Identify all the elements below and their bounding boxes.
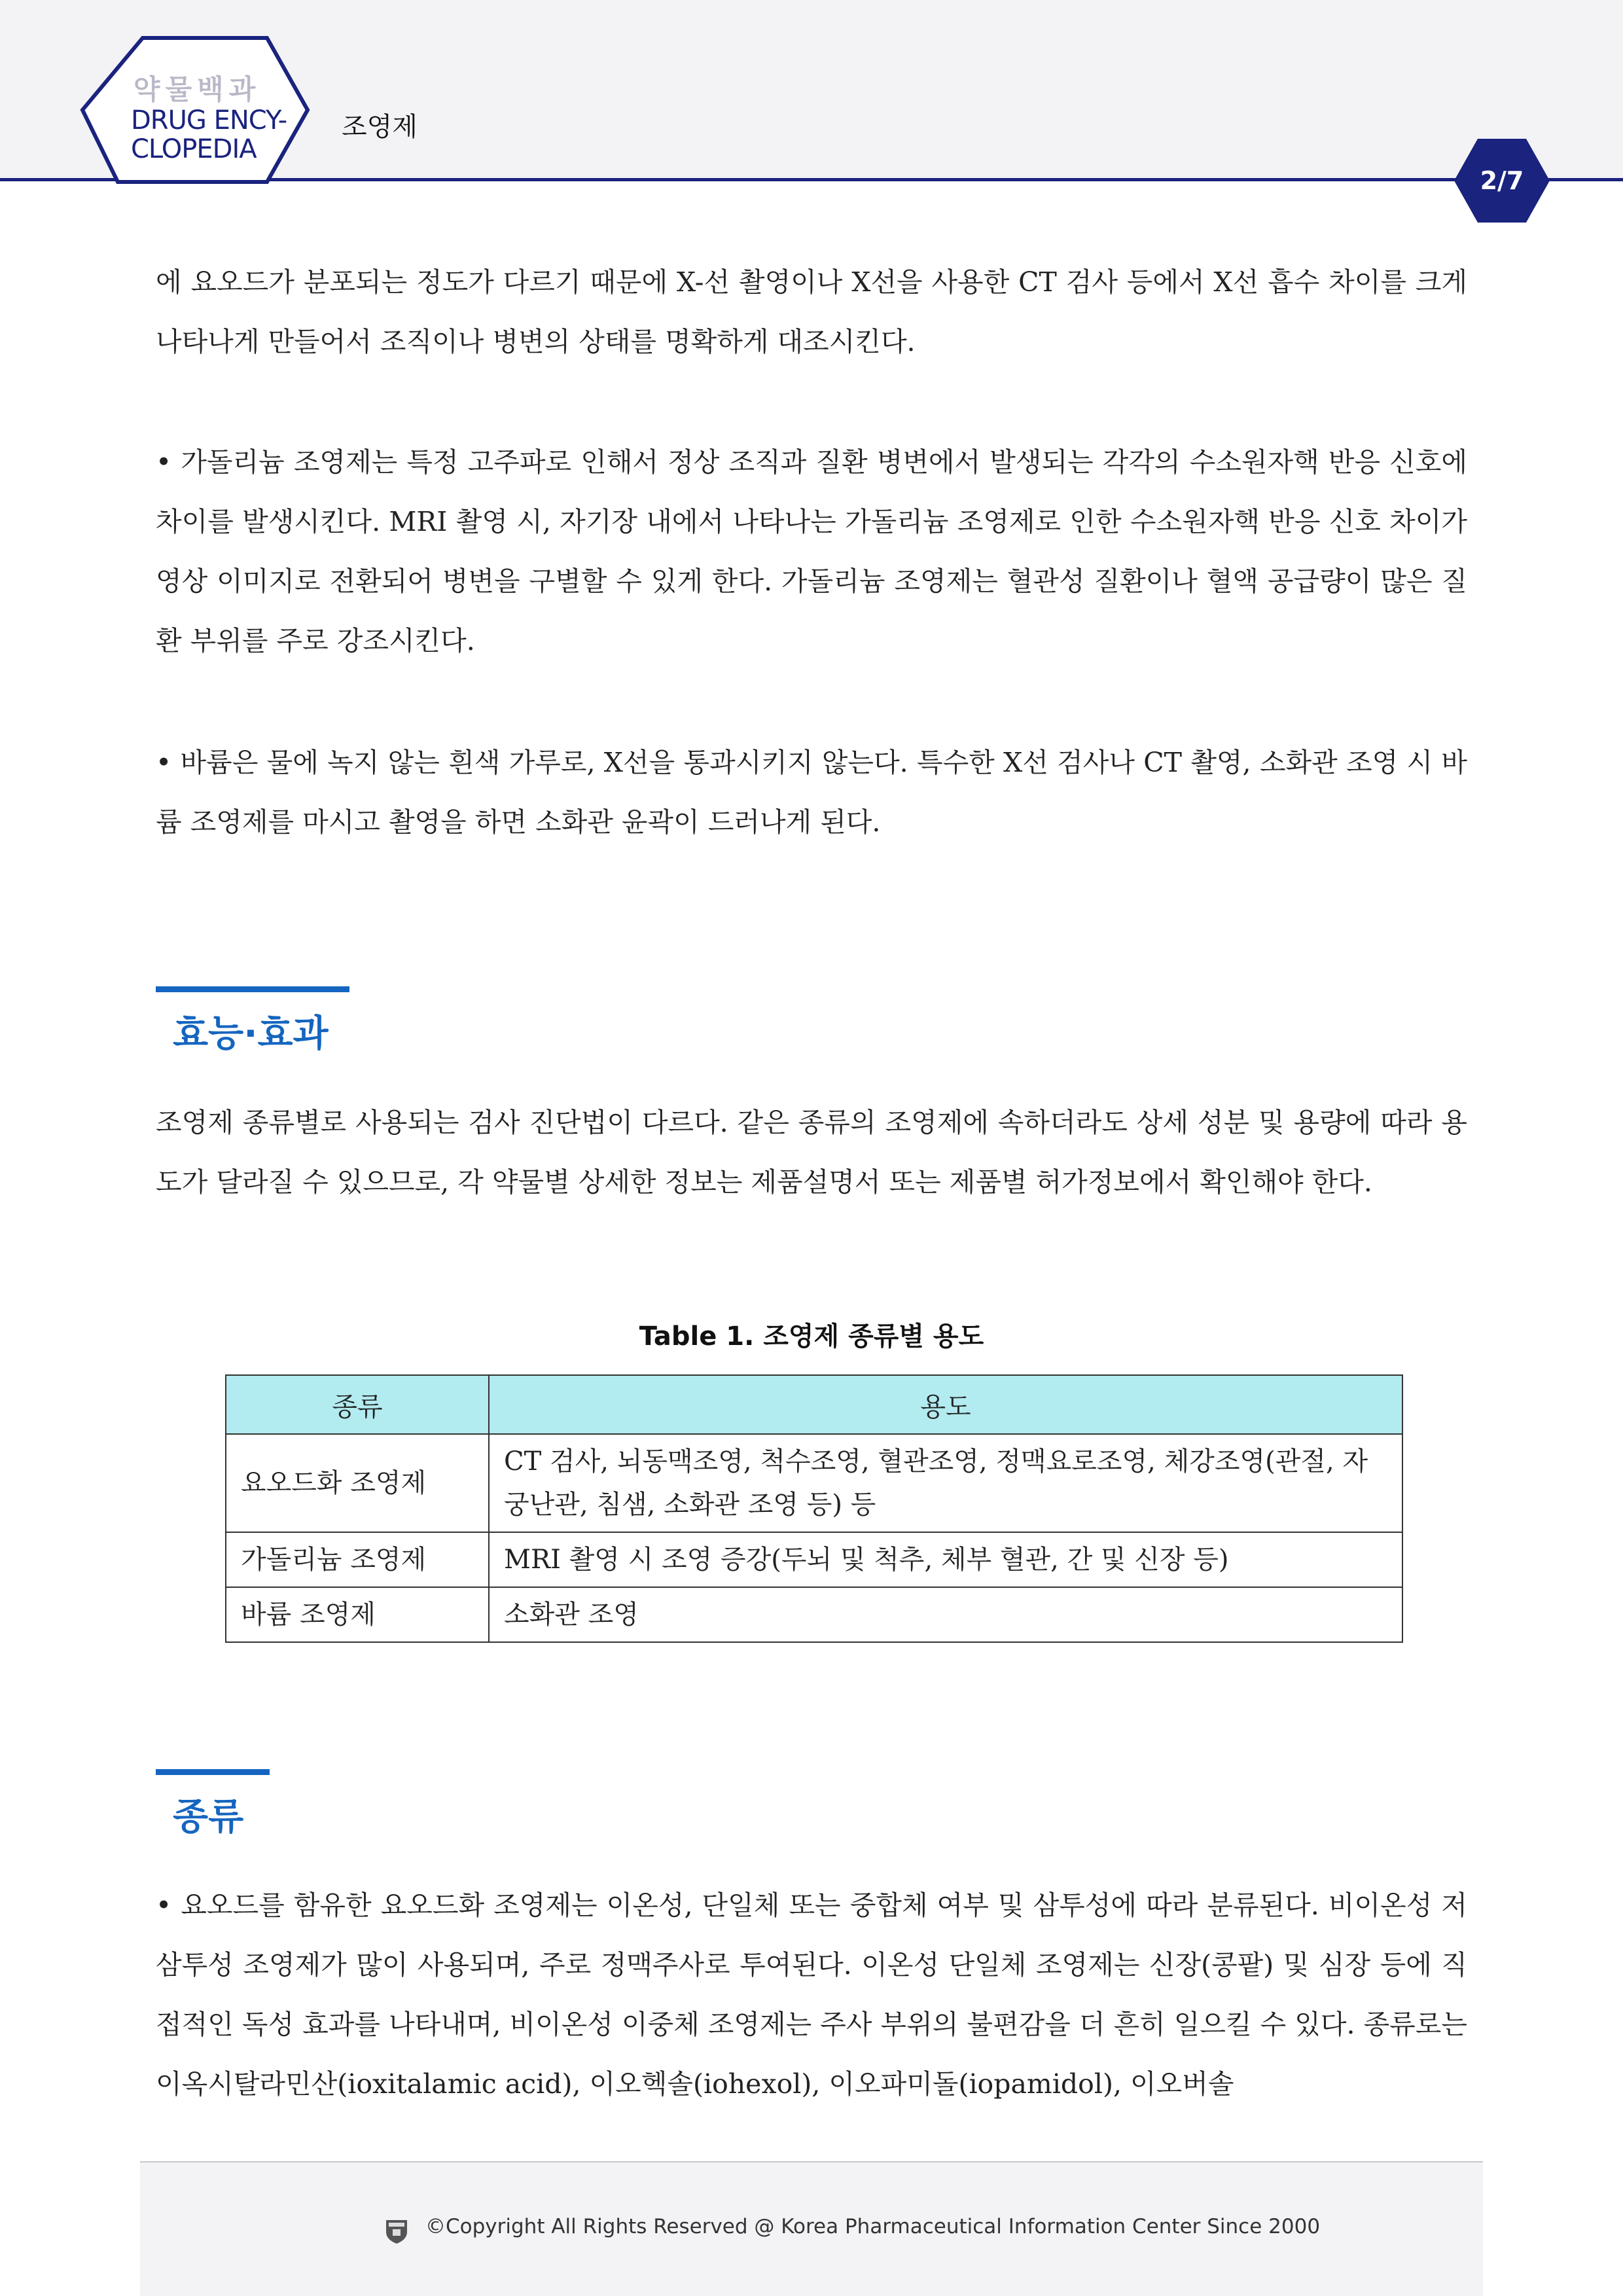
section-title-efficacy: 효능·효과 [173, 1013, 329, 1055]
table-header-use: 용도 [489, 1375, 1402, 1434]
table-cell-use: MRI 촬영 시 조영 증강(두뇌 및 척추, 체부 혈관, 간 및 신장 등) [489, 1532, 1402, 1587]
section-bar-efficacy [156, 986, 349, 992]
table-caption: Table 1. 조영제 종류별 용도 [639, 1321, 984, 1352]
organization-emblem-icon [383, 2216, 410, 2245]
section-bar-types [156, 1769, 270, 1775]
logo-english-line2: CLOPEDIA [131, 134, 257, 164]
table-header-kind: 종류 [226, 1375, 489, 1434]
table-row [226, 1532, 1402, 1587]
table-cell-kind: 가돌리늄 조영제 [226, 1532, 489, 1587]
table-cell-use: CT 검사, 뇌동맥조영, 척수조영, 혈관조영, 정맥요로조영, 체강조영(관절, 자궁난관, 침샘, 소화관 조영 등) 등 [489, 1434, 1402, 1532]
paragraph-gadolinium: • 가돌리늄 조영제는 특정 고주파로 인해서 정상 조직과 질환 병변에서 발생되는 각각의 수소원자핵 반응 신호에 차이를 발생시킨다. MRI 촬영 시, 자기장 내에서 나타나는 가돌리늄 조영제로 인한 수소원자핵 반응 신호 차이가 영상 이미지로 전환되어 병변을 구별할 수 있게 한다. 가돌리늄 조영제는 혈관성 질환이나 혈액 공급량이 많은 질환 부위를 주로 강조시킨다. [156, 446, 1467, 656]
table-cell-kind: 바륨 조영제 [226, 1587, 489, 1642]
section-title-types: 종류 [173, 1796, 244, 1839]
copyright-text: ©Copyright All Rights Reserved @ Korea Pharmaceutical Information Center Since 2000 [425, 2215, 1321, 2238]
logo [131, 73, 301, 164]
logo-korean: 약물백과 [134, 73, 261, 105]
page-number: 2/7 [1480, 166, 1524, 195]
logo-english-line1: DRUG ENCY- [131, 105, 287, 135]
table-cell-use: 소화관 조영 [489, 1587, 1402, 1642]
table-row [226, 1587, 1402, 1642]
paragraph-iodine-continued: 에 요오드가 분포되는 정도가 다르기 때문에 X-선 촬영이나 X선을 사용한 CT 검사 등에서 X선 흡수 차이를 크게 나타나게 만들어서 조직이나 병변의 상태를 명확하게 대조시킨다. [156, 266, 1467, 357]
paragraph-types: • 요오드를 함유한 요오드화 조영제는 이온성, 단일체 또는 중합체 여부 및 삼투성에 따라 분류된다. 비이온성 저삼투성 조영제가 많이 사용되며, 주로 정맥주사로 투여된다. 이온성 단일체 조영제는 신장(콩팥) 및 심장 등에 직접적인 독성 효과를 나타내며, 비이온성 이중체 조영제는 주사 부위의 불편감을 더 흔히 일으킬 수 있다. 종류로는 이옥시탈라민산(ioxitalamic acid), 이오헥솔(iohexol), 이오파미돌(iopamidol), 이오버솔 [156, 1890, 1467, 2100]
table-header-row [226, 1375, 1402, 1434]
table-cell-kind: 요오드화 조영제 [226, 1434, 489, 1532]
page-title: 조영제 [342, 112, 418, 142]
paragraph-barium: • 바륨은 물에 녹지 않는 흰색 가루로, X선을 통과시키지 않는다. 특수한 X선 검사나 CT 촬영, 소화관 조영 시 바륨 조영제를 마시고 촬영을 하면 소화관 윤곽이 드러나게 된다. [156, 747, 1467, 838]
paragraph-efficacy: 조영제 종류별로 사용되는 검사 진단법이 다르다. 같은 종류의 조영제에 속하더라도 상세 성분 및 용량에 따라 용도가 달라질 수 있으므로, 각 약물별 상세한 정보는 제품설명서 또는 제품별 허가정보에서 확인해야 한다. [156, 1107, 1467, 1198]
usage-table [225, 1374, 1403, 1643]
table-row [226, 1434, 1402, 1532]
